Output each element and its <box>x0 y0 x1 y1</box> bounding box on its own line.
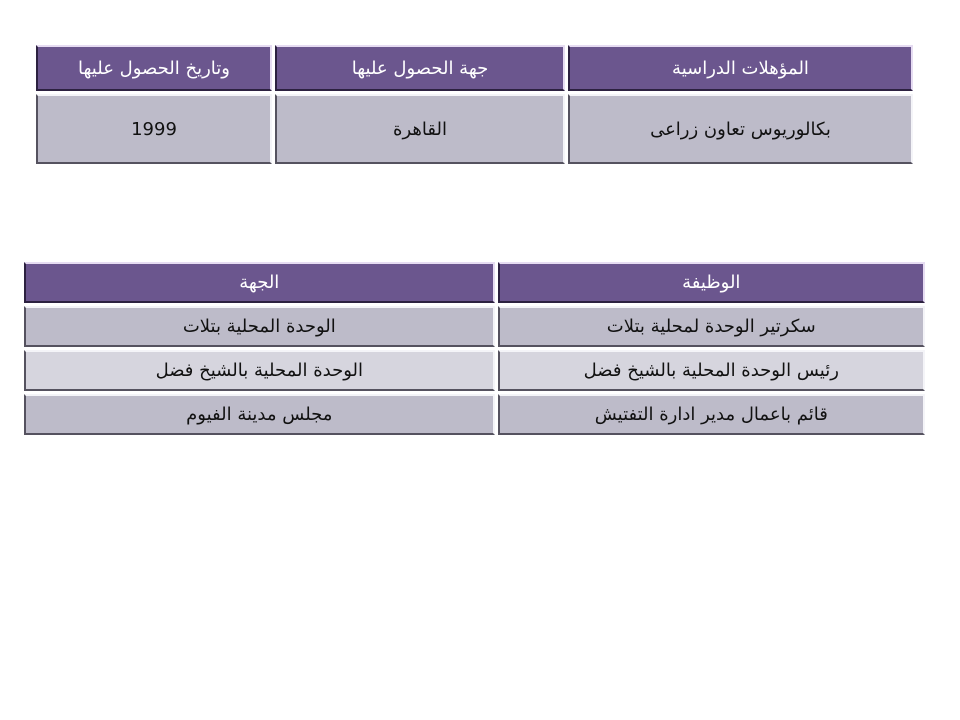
header-job-title: الوظيفة <box>498 262 925 303</box>
header-employer: الجهة <box>24 262 495 303</box>
issuer-cell: القاهرة <box>275 94 565 164</box>
job-title-cell: قائم باعمال مدير ادارة التفتيش <box>498 394 925 435</box>
header-degree: المؤهلات الدراسية <box>568 45 913 91</box>
date-cell: 1999 <box>36 94 272 164</box>
degree-cell: بكالوريوس تعاون زراعى <box>568 94 913 164</box>
table-row <box>24 394 925 435</box>
table-row <box>24 306 925 347</box>
header-issuer: جهة الحصول عليها <box>275 45 565 91</box>
jobs-table <box>21 259 928 438</box>
job-title-cell: سكرتير الوحدة لمحلية بتلات <box>498 306 925 347</box>
jobs-header-row <box>24 262 925 303</box>
header-date: وتاريخ الحصول عليها <box>36 45 272 91</box>
qualifications-header-row <box>36 45 913 91</box>
table-row <box>24 350 925 391</box>
employer-cell: الوحدة المحلية بالشيخ فضل <box>24 350 495 391</box>
qualifications-table <box>33 42 916 167</box>
employer-cell: الوحدة المحلية بتلات <box>24 306 495 347</box>
employer-cell: مجلس مدينة الفيوم <box>24 394 495 435</box>
job-title-cell: رئيس الوحدة المحلية بالشيخ فضل <box>498 350 925 391</box>
qualifications-row <box>36 94 913 164</box>
